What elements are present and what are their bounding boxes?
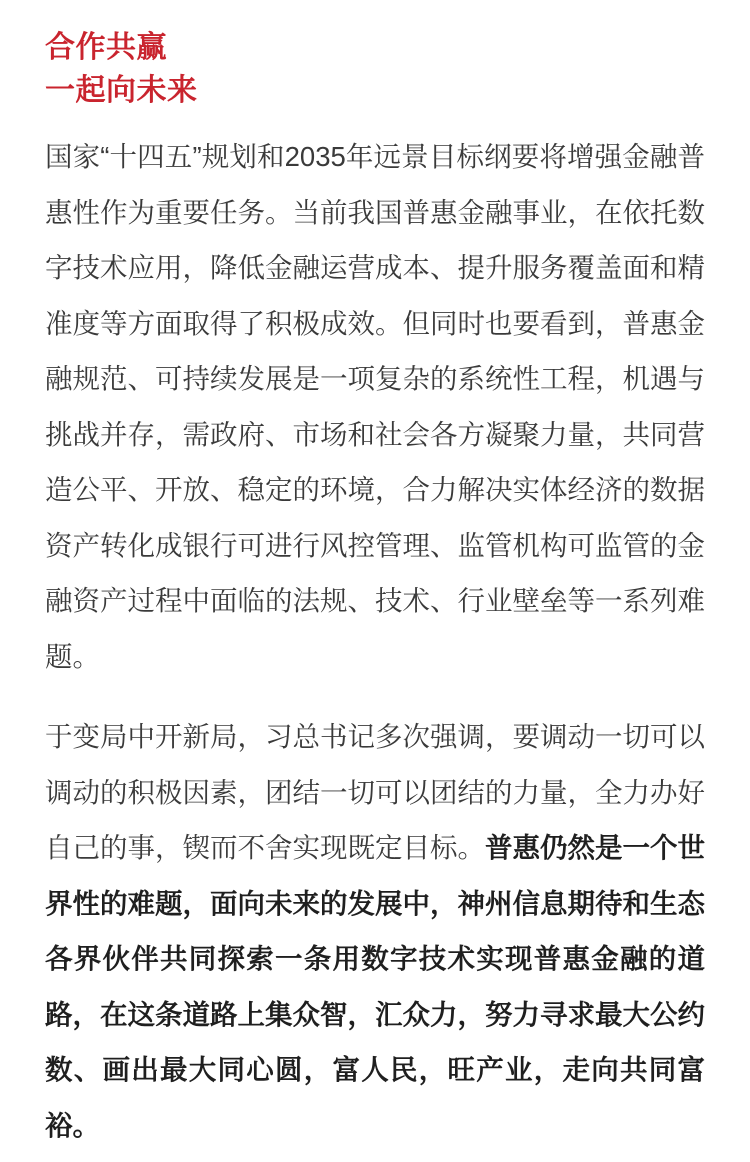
paragraph-2-emphasis: 普惠仍然是一个世界性的难题，面向未来的发展中，神州信息期待和生态各界伙伴共同探索一条用数字技术实现普惠金融的道路，在这条道路上集众智，汇众力，努力寻求最大公约数、画出最大同心圆，富人民，旺产业，走向共同富裕。 <box>45 832 705 1141</box>
paragraph-2 <box>45 709 705 1153</box>
title-line-2: 一起向未来 <box>45 74 198 107</box>
paragraph-2-text: 于变局中开新局，习总书记多次强调，要调动一切可以调动的积极因素，团结一切可以团结的力量，全力办好自己的事，锲而不舍实现既定目标。 <box>45 721 705 863</box>
article-title <box>45 26 705 112</box>
paragraph-1-text: 国家“十四五”规划和2035年远景目标纲要将增强金融普惠性作为重要任务。当前我国普惠金融事业，在依托数字技术应用，降低金融运营成本、提升服务覆盖面和精准度等方面取得了积极成效。但同时也要看到，普惠金融规范、可持续发展是一项复杂的系统性工程，机遇与挑战并存，需政府、市场和社会各方凝聚力量，共同营造公平、开放、稳定的环境，合力解决实体经济的数据资产转化成银行可进行风控管理、监管机构可监管的金融资产过程中面临的法规、技术、行业壁垒等一系列难题。 <box>45 141 705 672</box>
paragraph-1 <box>45 129 705 684</box>
title-line-1: 合作共赢 <box>45 31 167 64</box>
